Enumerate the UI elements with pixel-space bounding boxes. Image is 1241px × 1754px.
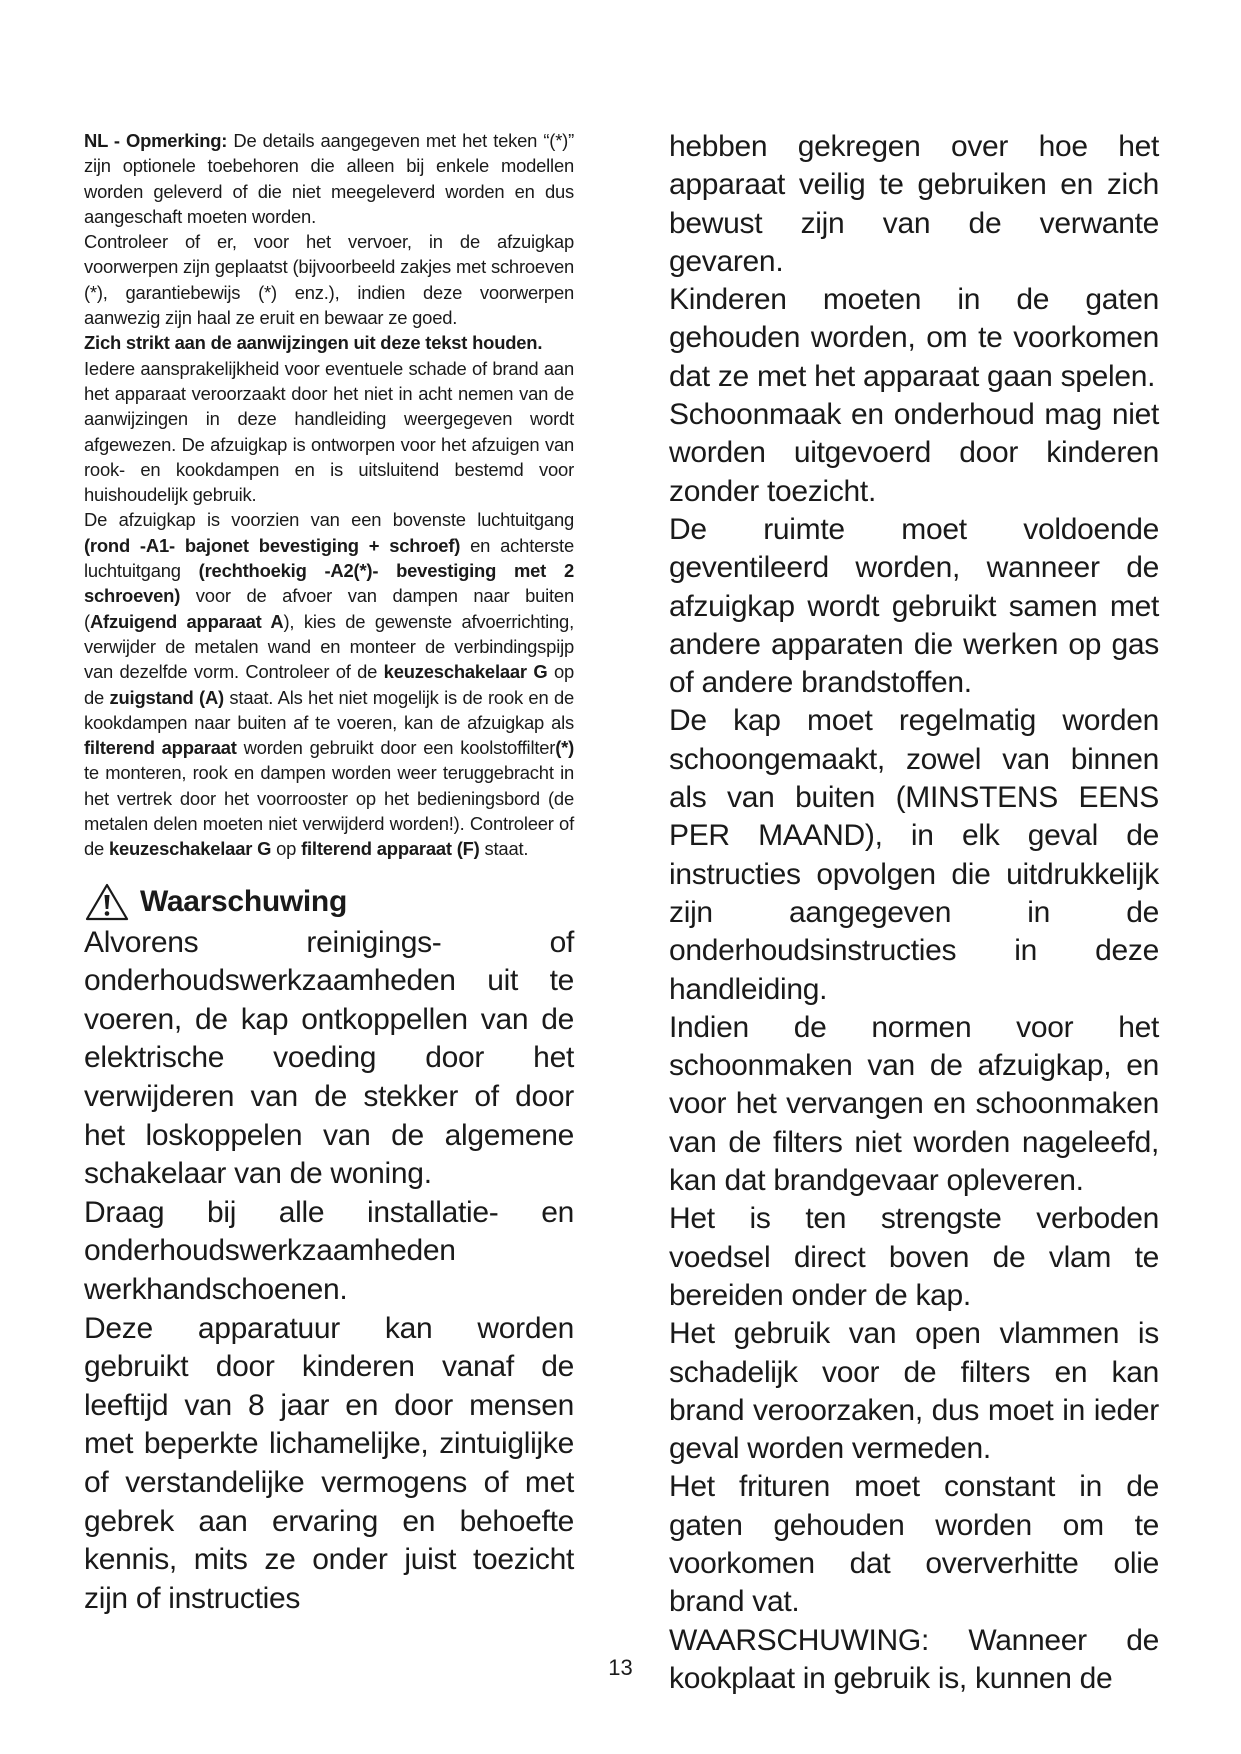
note-paragraph-1: [84, 128, 574, 229]
right-paragraph-4: De ruimte moet voldoende geventileerd worden, wanneer de afzuigkap wordt gebruikt samen met andere apparaten die werken op gas of andere brandstoffen.: [669, 512, 1159, 700]
warning-paragraph-1: Alvorens reinigings- of onderhoudswerkzaamheden uit te voeren, de kap ontkoppellen van de elektrische voeding door het verwijderen van de stekker of door het loskoppelen van de algemene schakelaar van de woning.: [84, 925, 574, 1191]
right-paragraph-1: hebben gekregen over hoe het apparaat veilig te gebruiken en zich bewust zijn van de verwante gevaren.: [669, 130, 1159, 278]
p5-bold-8: keuzeschakelaar G: [108, 838, 272, 860]
p5-bold-9: filterend apparaat (F): [301, 838, 480, 860]
p5-bold-4: keuzeschakelaar G: [383, 661, 548, 683]
warning-heading: [84, 882, 574, 922]
p5-bold-2: (rechthoekig -A2(*)- bevestiging met 2 schroeven): [84, 560, 574, 607]
p5-text-7: worden gebruikt door een koolstoffilter: [236, 737, 556, 759]
warning-title: Waarschuwing: [140, 884, 347, 918]
p5-text-3: voor de afvoer van dampen naar buiten (: [84, 585, 574, 632]
right-paragraph-2: Kinderen moeten in de gaten gehouden worden, om te voorkomen dat ze met het apparaat gaan spelen.: [669, 283, 1159, 393]
right-column: [669, 128, 1159, 1698]
right-paragraph-9: Het frituren moet constant in de gaten gehouden worden om te voorkomen dat oververhitte olie brand vat.: [669, 1470, 1159, 1619]
p5-text-10: staat.: [479, 838, 529, 860]
note-paragraph-2: Controleer of er, voor het vervoer, in de afzuigkap voorwerpen zijn geplaatst (bijvoorbeeld zakjes met schroeven (*), garantiebewijs (*) enz.), indien deze voorwerpen aanwezig zijn haal ze eruit en bewaar ze goed.: [84, 231, 574, 329]
p5-text-9: op: [271, 838, 302, 860]
right-paragraph-8: Het gebruik van open vlammen is schadelijk voor de filters en kan brand veroorzaken, dus moet in ieder geval worden vermeden.: [669, 1317, 1159, 1466]
note-paragraph-3: [84, 330, 574, 355]
p5-bold-7: (*): [555, 737, 574, 759]
right-paragraph-10: WAARSCHUWING: Wanneer de kookplaat in gebruik is, kunnen de: [669, 1623, 1159, 1695]
right-paragraph-5: De kap moet regelmatig worden schoongemaakt, zowel van binnen als van buiten (MINSTENS EENS PER MAAND), in elk geval de instructies opvolgen die uitdrukkelijk zijn aangegeven in de onderhoudsinstructies in deze handleiding.: [669, 704, 1159, 1006]
note-text: De details aangegeven met het teken “(*)” zijn optionele toebehoren die alleen bij enkele modellen worden geleverd of die niet meegeleverd worden en dus aangeschaft moeten worden.: [84, 130, 574, 227]
left-column: [84, 128, 574, 1618]
p5-bold-1: (rond -A1- bajonet bevestiging + schroef): [84, 534, 461, 556]
note-prefix: NL -: [84, 130, 126, 151]
p5-text-4: ), kies de gewenste afvoerrichting, verwijder de metalen wand en monteer de verbindingspijp van dezelfde vorm. Controleer of de: [84, 610, 574, 683]
p5-bold-3: Afzuigend apparaat A: [89, 610, 284, 632]
note-label: Opmerking:: [126, 130, 228, 151]
right-paragraph-6: Indien de normen voor het schoonmaken van de afzuigkap, en voor het vervangen en schoonmaken van de filters niet worden nageleefd, kan dat brandgevaar opleveren.: [669, 1010, 1159, 1198]
page-number: 13: [608, 1655, 633, 1680]
p5-text-5: op de: [84, 661, 574, 708]
warning-paragraph-3: Deze apparatuur kan worden gebruikt door kinderen vanaf de leeftijd van 8 jaar en door mensen met beperkte lichamelijke, zintuiglijke of verstandelijke vermogens of met gebrek aan ervaring en behoefte kennis, mits ze onder juist toezicht zijn of instructies: [84, 1311, 574, 1615]
p5-text-2: en achterste luchtuitgang: [84, 534, 574, 582]
right-paragraph-3: Schoonmaak en onderhoud mag niet worden uitgevoerd door kinderen zonder toezicht.: [669, 398, 1159, 508]
p5-bold-6: filterend apparaat: [84, 737, 237, 759]
note-paragraph-4: Iedere aansprakelijkheid voor eventuele schade of brand aan het apparaat veroorzaakt door het niet in acht nemen van de aanwijzingen in deze handleiding weergegeven wordt afgewezen. De afzuigkap is ontworpen voor het afzuigen van rook- en kookdampen en is uitsluitend bestemd voor huishoudelijk gebruik.: [84, 357, 574, 506]
warning-paragraph-2: Draag bij alle installatie- en onderhoudswerkzaamheden werkhandschoenen.: [84, 1195, 574, 1306]
p5-text-8: te monteren, rook en dampen worden weer teruggebracht in het vertrek door het voorrooster op het bedieningsbord (de metalen delen moeten niet verwijderd worden!). Controleer of de: [84, 762, 574, 860]
note-strict-instruction: Zich strikt aan de aanwijzingen uit deze tekst houden.: [84, 332, 543, 354]
p5-text-1: De afzuigkap is voorzien van een bovenste luchtuitgang: [84, 509, 574, 531]
note-paragraph-5: [84, 507, 574, 861]
warning-triangle-icon: [84, 882, 130, 922]
right-paragraph-7: Het is ten strengste verboden voedsel direct boven de vlam te bereiden onder de kap.: [669, 1202, 1159, 1312]
p5-text-6: staat. Als het niet mogelijk is de rook en de kookdampen naar buiten af te voeren, kan de afzuigkap als: [84, 686, 575, 733]
p5-bold-5: zuigstand (A): [109, 686, 224, 708]
